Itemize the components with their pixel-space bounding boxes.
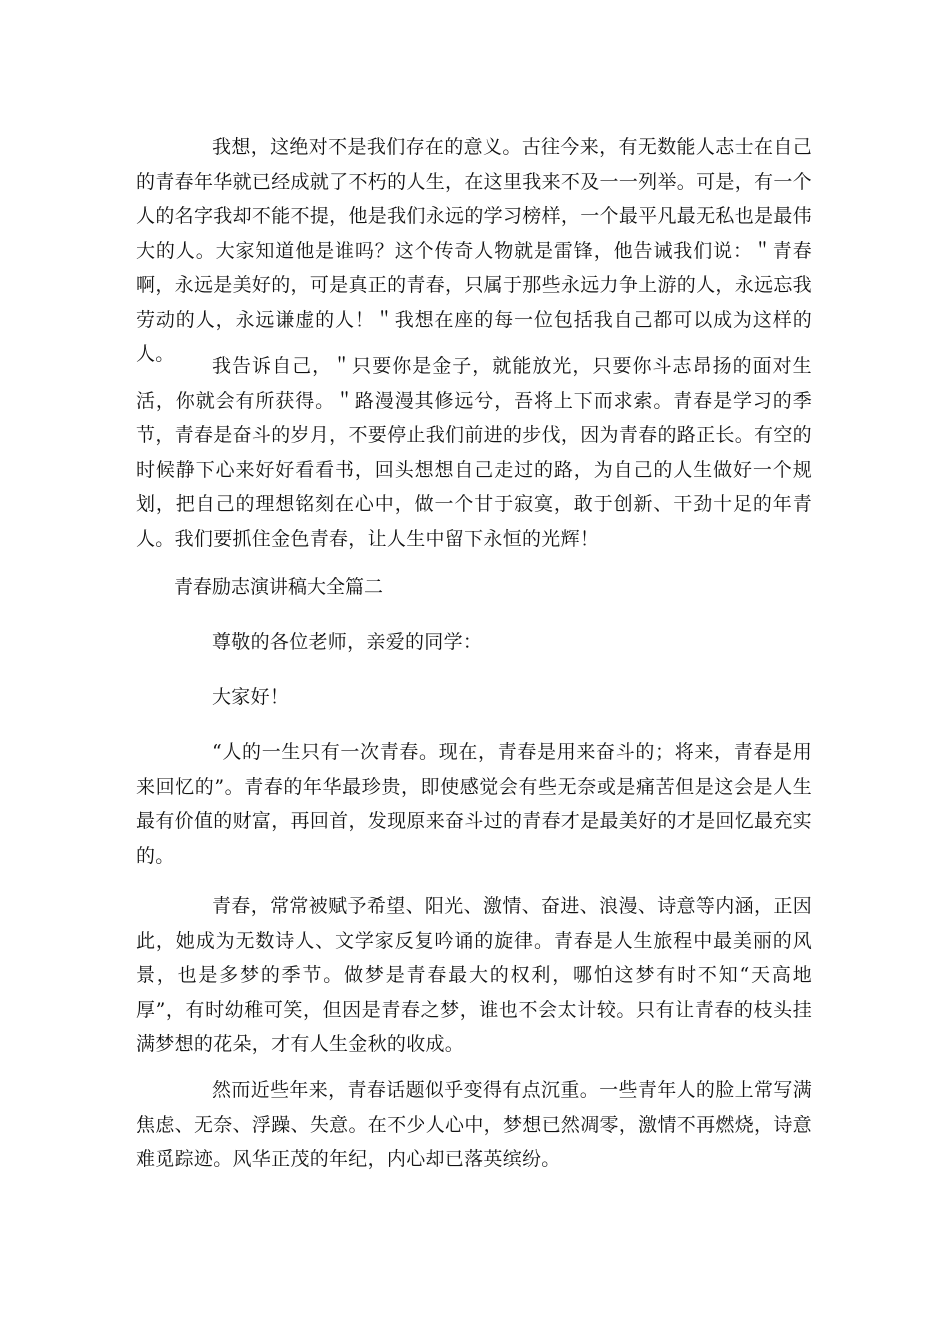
paragraph-leifeng: 我想，这绝对不是我们存在的意义。古往今来，有无数能人志士在自己的青春年华就已经成就了不朽的人生，在这里我来不及一一列举。可是，有一个人的名字我却不能不提，他是我们永远的学习榜样，一个最平凡最无私也是最伟大的人。大家知道他是谁吗？这个传奇人物就是雷锋，他告诫我们说：＂青春啊，永远是美好的，可是真正的青春，只属于那些永远力争上游的人，永远忘我劳动的人，永远谦虚的人！＂我想在座的每一位包括我自己都可以成为这样的人。: [136, 136, 812, 365]
section-title: 青春励志演讲稿大全篇二: [174, 576, 384, 598]
paragraph-gold: 我告诉自己，＂只要你是金子，就能放光，只要你斗志昂扬的面对生活，你就会有所获得。＂路漫漫其修远兮，吾将上下而求索。青春是学习的季节，青春是奋斗的岁月，不要停止我们前进的步伐，因为青春的路正长。有空的时候静下心来好好看看书，回头想想自己走过的路，为自己的人生做好一个规划，把自己的理想铭刻在心中，做一个甘于寂寞，敢于创新、干劲十足的年青人。我们要抓住金色青春，让人生中留下永恒的光辉！: [136, 355, 812, 550]
greeting: 大家好！: [212, 686, 290, 708]
paragraph-youth-dreams: 青春，常常被赋予希望、阳光、激情、奋进、浪漫、诗意等内涵，正因此，她成为无数诗人、文学家反复吟诵的旋律。青春是人生旅程中最美丽的风景，也是多梦的季节。做梦是青春最大的权利，哪怕这梦有时不知“天高地厚”，有时幼稚可笑，但因是青春之梦，谁也不会太计较。只有让青春的枝头挂满梦想的花朵，才有人生金秋的收成。: [136, 895, 812, 1055]
paragraph-youth-heavy: 然而近些年来，青春话题似乎变得有点沉重。一些青年人的脸上常写满焦虑、无奈、浮躁、失意。在不少人心中，梦想已然凋零，激情不再燃烧，诗意难觅踪迹。风华正茂的年纪，内心却已落英缤纷。: [136, 1079, 812, 1170]
paragraph-youth-once: “人的一生只有一次青春。现在，青春是用来奋斗的；将来，青春是用来回忆的”。青春的年华最珍贵，即使感觉会有些无奈或是痛苦但是这会是人生最有价值的财富，再回首，发现原来奋斗过的青春才是最美好的才是回忆最充实的。: [136, 741, 812, 867]
salutation: 尊敬的各位老师，亲爱的同学：: [212, 631, 483, 653]
